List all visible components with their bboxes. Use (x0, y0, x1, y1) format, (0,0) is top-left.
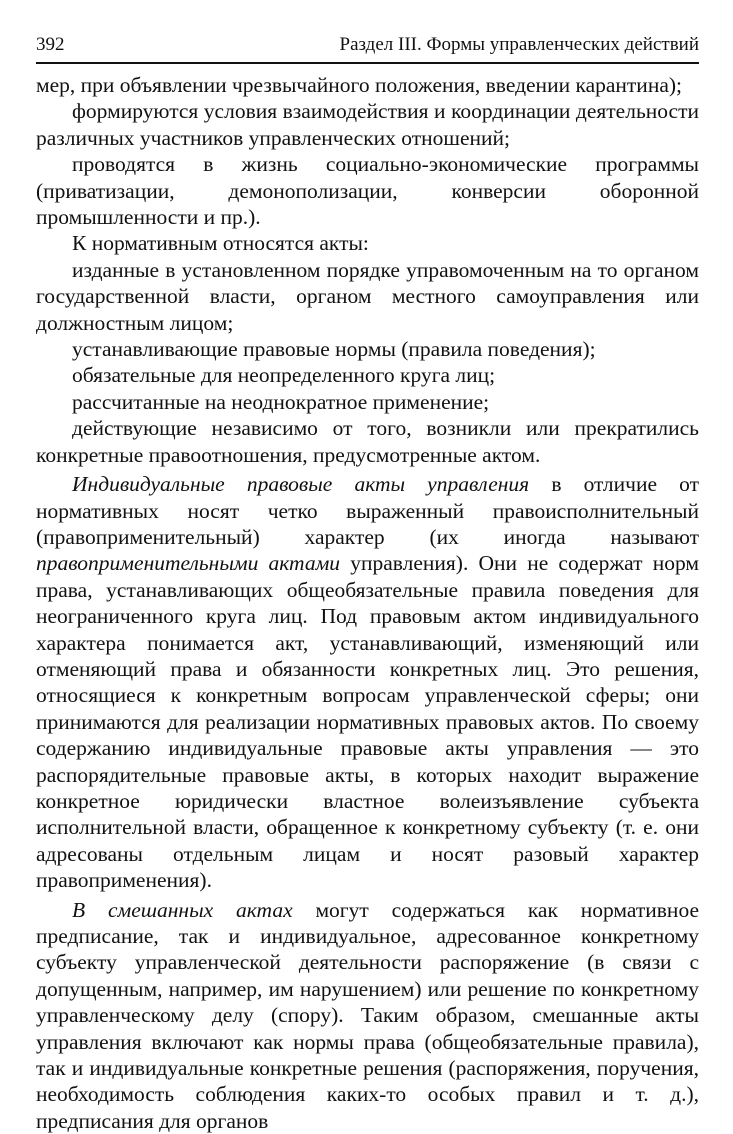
paragraph-mixed-acts (36, 897, 699, 1134)
body-text (36, 72, 699, 1134)
page-number: 392 (36, 34, 65, 55)
running-header (36, 30, 699, 60)
paragraph: рассчитанные на неоднократное применение; (72, 389, 490, 414)
paragraph: обязательные для неопределенного круга лиц; (72, 363, 496, 388)
paragraph: устанавливающие правовые нормы (правила поведения); (72, 337, 596, 362)
text-run: могут содержаться как нормативное предписание, так и индивидуальное, адресованное конкретному субъекту управленческой деятельности распоряжение (в связи с допущенным, например, им нарушением) или решение по конкретному управленческому делу (спору). Таким образом, смешанные акты управления включают как нормы права (общеобязательные правила), так и индивидуальные конкретные решения (распоряжения, поручения, необходимость соблюдения каких-то особых правил и т. д.), предписания для органов (36, 897, 699, 1133)
paragraph: формируются условия взаимодействия и координации деятельности различных участников управленческих отношений; (36, 99, 699, 150)
header-rule (36, 62, 699, 64)
text-run: управления). Они не содержат норм права, устанавливающих общеобязательные правила поведения для неограниченного круга лиц. Под правовым актом индивидуального характера понимается акт, устанавливающий, изменяющий или отменяющий права и обязанности конкретных лиц. Это решения, относящиеся к конкретным вопросам управленческой сферы; они принимаются для реализации нормативных правовых актов. По своему содержанию индивидуальные правовые акты управления — это распорядительные правовые акты, в которых находит выражение конкретное юридически властное волеизъявление субъекта исполнительной власти, обращенное к конкретному субъекту (т. е. они адресованы отдельным лицам и носят разовый характер правоприменения). (36, 551, 699, 893)
term-mixed-acts: В смешанных актах (72, 897, 293, 922)
section-title: Раздел III. Формы управленческих действий (339, 34, 699, 55)
paragraph: К нормативным относятся акты: (72, 231, 369, 256)
paragraph: изданные в установленном порядке управомоченным на то органом государственной власти, органом местного самоуправления или должностным лицом; (36, 257, 699, 335)
term-individual-acts: Индивидуальные правовые акты управления (72, 472, 530, 497)
paragraph-individual-acts (36, 471, 699, 894)
text-run: в отличие от нормативных носят четко выраженный правоисполнительный (правоприменительный) характер (их иногда называют (36, 472, 699, 549)
term-law-enforcement-acts: правоприменительными актами (36, 551, 341, 576)
paragraph: действующие независимо от того, возникли или прекратились конкретные правоотношения, предусмотренные актом. (36, 416, 699, 467)
paragraph: мер, при объявлении чрезвычайного положения, введении карантина); (36, 73, 682, 97)
paragraph: проводятся в жизнь социально-экономические программы (приватизации, демонополизации, конверсии оборонной промышленности и пр.). (36, 152, 699, 230)
